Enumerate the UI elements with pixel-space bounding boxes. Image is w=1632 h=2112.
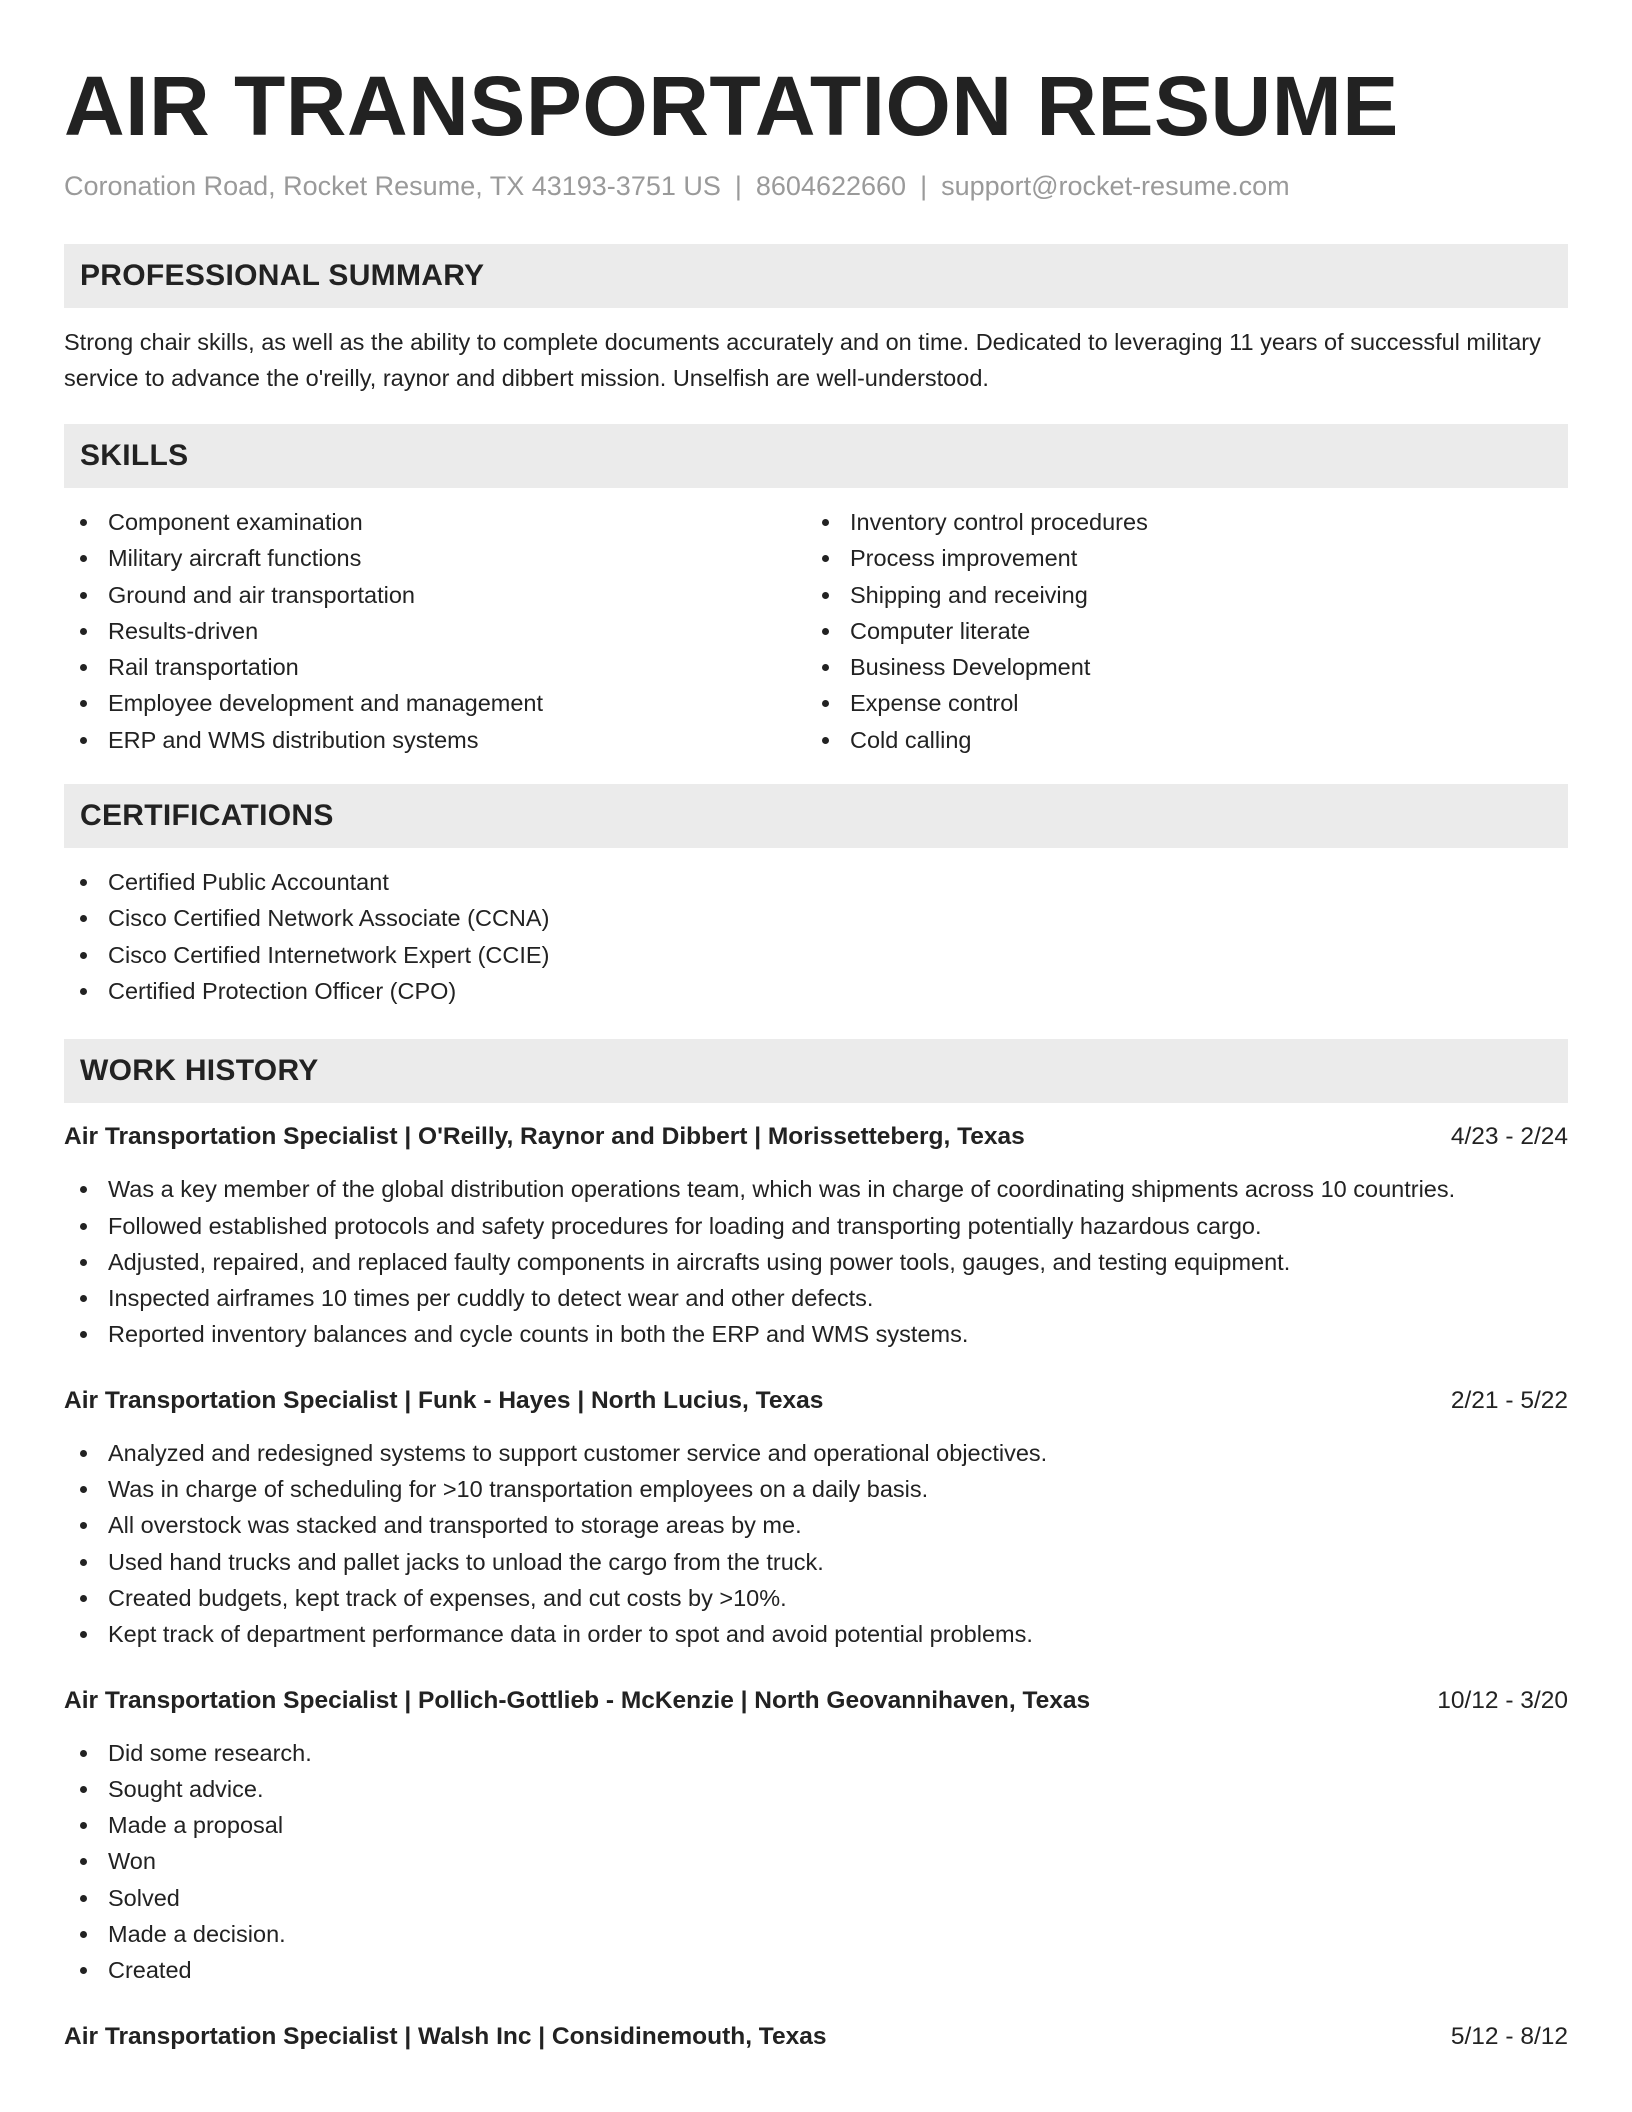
- job-header: [64, 1683, 1568, 1719]
- job-bullet: Followed established protocols and safety procedures for loading and transporting potentially hazardous cargo.: [64, 1208, 1568, 1244]
- job-dates: 10/12 - 3/20: [1437, 1686, 1568, 1714]
- skill-item: Shipping and receiving: [806, 577, 1548, 613]
- job-bullet: Was a key member of the global distribution operations team, which was in charge of coordinating shipments across 10 countries.: [64, 1171, 1568, 1207]
- skill-item: Component examination: [64, 504, 806, 540]
- job-bullet: Reported inventory balances and cycle counts in both the ERP and WMS systems.: [64, 1316, 1568, 1352]
- section-header-summary: PROFESSIONAL SUMMARY: [64, 244, 1568, 308]
- section-header-skills: SKILLS: [64, 424, 1568, 488]
- section-header-certifications: CERTIFICATIONS: [64, 784, 1568, 848]
- job-bullet: Adjusted, repaired, and replaced faulty components in aircrafts using power tools, gauges, and testing equipment.: [64, 1244, 1568, 1280]
- job-bullet: Made a proposal: [64, 1807, 1568, 1843]
- summary-text: Strong chair skills, as well as the ability to complete documents accurately and on time. Dedicated to leveraging 11 years of successful military service to advance the o'reilly, raynor and dibbert mission. Unselfish are well-understood.: [64, 329, 1541, 391]
- job-dates: 4/23 - 2/24: [1450, 1123, 1568, 1151]
- skill-item: Expense control: [806, 685, 1548, 721]
- certification-item: Cisco Certified Network Associate (CCNA): [64, 900, 1568, 936]
- skill-item: Rail transportation: [64, 649, 806, 685]
- job-bullet: Made a decision.: [64, 1916, 1568, 1952]
- job-bullet: Analyzed and redesigned systems to support customer service and operational objectives.: [64, 1435, 1568, 1471]
- job-header: [64, 2019, 1568, 2055]
- skill-item: Employee development and management: [64, 685, 806, 721]
- job-bullet: Did some research.: [64, 1735, 1568, 1771]
- contact-email: support@rocket-resume.com: [941, 171, 1290, 201]
- job-entry: [64, 1683, 1568, 1989]
- skill-item: ERP and WMS distribution systems: [64, 722, 806, 758]
- job-bullet: Kept track of department performance data in order to spot and avoid potential problems.: [64, 1616, 1568, 1652]
- contact-line: [64, 168, 1568, 204]
- skill-item: Cold calling: [806, 722, 1548, 758]
- job-bullet: Created budgets, kept track of expenses, and cut costs by >10%.: [64, 1580, 1568, 1616]
- job-entry: [64, 2019, 1568, 2055]
- skills-column-right: [806, 504, 1548, 758]
- certifications-list: [64, 864, 1568, 1009]
- job-bullet: All overstock was stacked and transported to storage areas by me.: [64, 1507, 1568, 1543]
- job-title: Air Transportation Specialist | Funk - Hayes | North Lucius, Texas: [64, 1386, 824, 1414]
- contact-phone: 8604622660: [755, 171, 907, 201]
- skill-item: Process improvement: [806, 540, 1548, 576]
- skill-item: Results-driven: [64, 613, 806, 649]
- skill-item: Ground and air transportation: [64, 577, 806, 613]
- contact-separator: |: [920, 171, 928, 201]
- job-bullet: Used hand trucks and pallet jacks to unload the cargo from the truck.: [64, 1544, 1568, 1580]
- skill-item: Business Development: [806, 649, 1548, 685]
- skills-list: [64, 504, 1568, 758]
- job-title: Air Transportation Specialist | O'Reilly, Raynor and Dibbert | Morissetteberg, Texas: [64, 1123, 1025, 1151]
- job-title: Air Transportation Specialist | Walsh Inc | Considinemouth, Texas: [64, 2022, 827, 2050]
- skill-item: Military aircraft functions: [64, 540, 806, 576]
- job-dates: 2/21 - 5/22: [1450, 1386, 1568, 1414]
- job-bullet: Created: [64, 1952, 1568, 1988]
- job-bullet: Inspected airframes 10 times per cuddly to detect wear and other defects.: [64, 1280, 1568, 1316]
- job-bullet: Sought advice.: [64, 1771, 1568, 1807]
- contact-separator: |: [734, 171, 742, 201]
- skills-column-left: [64, 504, 806, 758]
- certification-item: Certified Public Accountant: [64, 864, 1568, 900]
- job-header: [64, 1119, 1568, 1155]
- resume-title: AIR TRANSPORTATION RESUME: [64, 59, 1399, 153]
- skill-item: Inventory control procedures: [806, 504, 1548, 540]
- job-entry: [64, 1383, 1568, 1653]
- job-bullets: [64, 1171, 1568, 1352]
- skill-item: Computer literate: [806, 613, 1548, 649]
- job-bullet: Was in charge of scheduling for >10 transportation employees on a daily basis.: [64, 1471, 1568, 1507]
- certification-item: Certified Protection Officer (CPO): [64, 973, 1568, 1009]
- job-dates: 5/12 - 8/12: [1450, 2022, 1568, 2050]
- job-bullet: Solved: [64, 1880, 1568, 1916]
- job-header: [64, 1383, 1568, 1419]
- job-entry: [64, 1119, 1568, 1352]
- job-title: Air Transportation Specialist | Pollich-Gottlieb - McKenzie | North Geovannihaven, Texas: [64, 1686, 1091, 1714]
- section-header-work-history: WORK HISTORY: [64, 1039, 1568, 1103]
- job-bullet: Won: [64, 1843, 1568, 1879]
- certification-item: Cisco Certified Internetwork Expert (CCIE): [64, 937, 1568, 973]
- job-bullets: [64, 1735, 1568, 1989]
- job-bullets: [64, 1435, 1568, 1653]
- contact-address: Coronation Road, Rocket Resume, TX 43193-3751 US: [64, 171, 721, 201]
- resume-page: [64, 0, 1568, 2055]
